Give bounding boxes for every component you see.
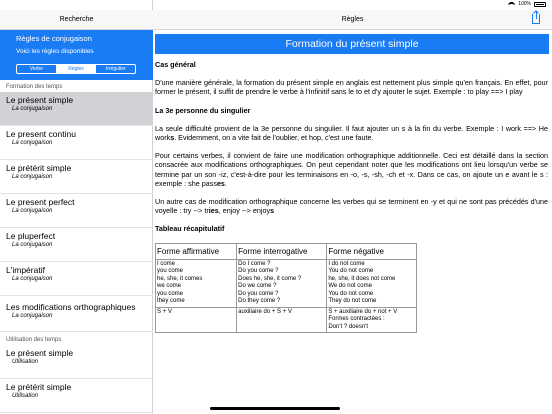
- list-item-subtitle: La conjugaison: [12, 276, 53, 282]
- paragraph-spelling: [155, 151, 548, 188]
- sidebar-header: [0, 30, 153, 80]
- table-row: [156, 259, 417, 307]
- share-icon[interactable]: [532, 14, 540, 24]
- list-item[interactable]: [0, 296, 153, 332]
- table-cell: [327, 259, 417, 307]
- table-header-cell: Forme affirmative: [156, 243, 237, 259]
- detail-pane: [153, 0, 552, 414]
- text-span: Pour certains verbes, il convient de faire une modification orthographique additionnelle. Ceci est détaillé dans la section consacrée aux modifications orthographiques. On peut cependant noter que les modifications ont lieu lorsqu'un verbe se termine par un son -iz, c'est-à-dire pour les terminaisons en -o, -s, -sh, -ch et -x. Dans ce cas, on ajoute un e avant le s : exemple : she pass: [155, 151, 548, 188]
- rule-content: [155, 60, 548, 333]
- sidebar-nav-bar: [0, 10, 153, 30]
- cell-line: Don't ? doesn't: [328, 323, 368, 330]
- list-item-subtitle: La conjugaison: [12, 208, 53, 214]
- sidebar-header-title: Règles de conjugaison: [16, 34, 92, 43]
- cell-line: Do we come ?: [238, 283, 277, 290]
- cell-line: we come: [157, 283, 182, 290]
- section-header-formation: Formation des temps: [6, 84, 63, 90]
- cell-line: you come: [157, 290, 184, 297]
- text-span: Un autre cas de modification orthographique concerne les verbes qui se terminent en -y et qui ne sont pas précédés d'une voyelle : try --> tr: [155, 197, 548, 216]
- cell-line: he, she, it comes: [157, 275, 203, 282]
- paragraph-y-ending: [155, 197, 548, 215]
- list-item-title: Le présent simple: [6, 348, 74, 358]
- table-cell: [156, 259, 237, 307]
- list-item[interactable]: [0, 262, 153, 296]
- segment-verbe[interactable]: Verbe: [17, 65, 57, 73]
- list-item-title: Le prétérit simple: [6, 382, 72, 392]
- list-item-title: Le present continu: [6, 129, 76, 139]
- cell-line: Do I come ?: [238, 260, 271, 267]
- list-item-subtitle: La conjugaison: [12, 313, 53, 319]
- segment-irregulier[interactable]: Irrégulier: [105, 66, 126, 72]
- page-title: Formation du présent simple: [155, 34, 549, 54]
- list-item-title: Les modifications orthographiques: [6, 302, 136, 312]
- heading-general: Cas général: [155, 60, 196, 69]
- cell-line: Do they come ?: [238, 298, 281, 305]
- bold-suffix: s: [170, 133, 175, 143]
- list-item-subtitle: La conjugaison: [12, 174, 53, 180]
- cell-line: You do not come: [328, 268, 374, 275]
- home-indicator: [210, 407, 340, 410]
- section-header-utilisation: Utilisation des temps: [6, 337, 62, 343]
- battery-percent: 100%: [518, 1, 531, 7]
- paragraph-third-person: [155, 124, 548, 142]
- table-header-cell: Forme interrogative: [237, 243, 327, 259]
- cell-line: You do not come: [328, 290, 374, 297]
- detail-nav-bar: [153, 10, 552, 30]
- cell-line: Do you come ?: [238, 268, 279, 275]
- segment-regles[interactable]: Règles: [57, 65, 97, 73]
- text-span: .: [224, 178, 227, 188]
- table-row: [156, 307, 417, 333]
- heading-table: Tableau récapitulatif: [155, 224, 225, 234]
- table-cell: S + V: [156, 307, 237, 333]
- list-item-title: Le present perfect: [6, 197, 75, 207]
- text-span: La seule difficulté provient de la 3e personne du singulier. Il faut ajouter un s à la fin du verbe. Exemple : I work ==> He work: [155, 123, 548, 143]
- detail-nav-title: Règles: [341, 16, 364, 23]
- table-cell: [327, 307, 417, 333]
- cell-line: Does he, she, it come ?: [238, 275, 302, 282]
- list-item-title: Le prétérit simple: [6, 163, 72, 173]
- list-item[interactable]: [0, 92, 153, 126]
- list-item[interactable]: [0, 345, 153, 379]
- cell-line: they come: [157, 298, 185, 305]
- list-item-subtitle: Utilisation: [12, 359, 39, 365]
- cell-line: I come: [157, 260, 176, 267]
- sidebar-nav-title: Recherche: [59, 16, 94, 23]
- paragraph-general: D'une manière générale, la formation du présent simple en anglais est nettement plus simple qu'en français. En effet, pour former le présent, il suffit de prendre le verbe à l'infinitif sans le to et d'y ajouter le sujet. Exemple : to play ==> I play: [155, 78, 548, 97]
- segmented-control: [16, 64, 136, 74]
- sidebar: [0, 0, 153, 414]
- cell-line: I do not come: [328, 260, 365, 267]
- list-item-subtitle: Utilisation: [12, 393, 39, 399]
- list-item-title: L'impératif: [6, 265, 45, 275]
- heading-third-person: La 3e personne du singulier: [155, 105, 251, 115]
- list-item[interactable]: [0, 126, 153, 160]
- list-item-title: Le présent simple: [6, 95, 74, 105]
- list-item[interactable]: [0, 160, 153, 194]
- table-header-row: [156, 243, 417, 259]
- list-item[interactable]: [0, 194, 153, 228]
- sidebar-header-subtitle: Voici les règles disponibles: [16, 48, 94, 55]
- list-item-subtitle: La conjugaison: [12, 242, 53, 248]
- list-item[interactable]: [0, 228, 153, 262]
- cell-line: Do you come ?: [238, 290, 279, 297]
- bold-suffix: es: [216, 178, 225, 188]
- bold-suffix: ies: [208, 206, 219, 216]
- cell-line: Formes contractées :: [328, 316, 385, 323]
- table-header-cell: Forme négative: [327, 243, 417, 259]
- list-item-title: Le pluperfect: [6, 231, 56, 241]
- table-cell: auxiliaire do + S + V: [237, 307, 327, 333]
- cell-line: They do not come: [328, 298, 377, 305]
- text-span: , enjoy --> enjoy: [218, 206, 271, 216]
- list-item-subtitle: La conjugaison: [12, 140, 53, 146]
- list-item-subtitle: La conjugaison: [12, 106, 53, 112]
- table-cell: [237, 259, 327, 307]
- list-item[interactable]: [0, 379, 153, 413]
- cell-line: you come: [157, 268, 184, 275]
- cell-line: We do not come: [328, 283, 372, 290]
- cell-line: he, she, it does not come: [328, 275, 396, 282]
- cell-line: S + auxiliaire do + not + V: [328, 308, 398, 315]
- bold-suffix: s: [270, 206, 275, 216]
- summary-table: [155, 243, 417, 334]
- text-span: . Evidemment, on a vite fait de l'oublier, et hop, c'est une faute.: [174, 133, 374, 143]
